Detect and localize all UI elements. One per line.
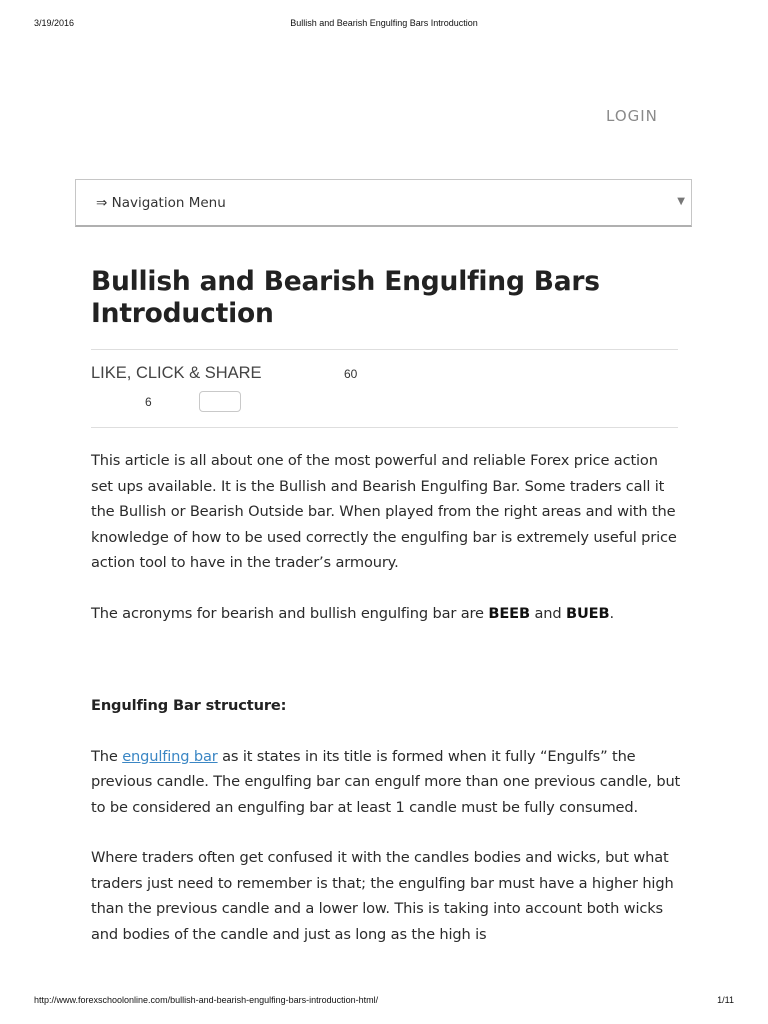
acronym-bueb: BUEB xyxy=(565,604,610,622)
paragraph-confusion: Where traders often get confused it with the candles bodies and wicks, but what traders just need to remember is that; the engulfing bar must have a higher high than the previous candle and a lower low. This is taking into account both wicks and bodies of the candle and just as long as the high is xyxy=(91,849,674,943)
acronym-beeb: BEEB xyxy=(488,604,530,622)
article-body xyxy=(91,448,681,972)
engulfing-bar-link[interactable]: engulfing bar xyxy=(122,747,218,765)
divider-bottom xyxy=(91,427,678,428)
print-header xyxy=(34,18,734,30)
print-footer xyxy=(34,995,734,1007)
paragraph-structure: The engulfing bar as it states in its title is formed when it fully “Engulfs” the previous candle. The engulfing bar can engulf more than one previous candle, but to be considered an engulfing bar at least 1 candle must be fully consumed. xyxy=(91,747,681,816)
print-url: http://www.forexschoolonline.com/bullish-and-bearish-engulfing-bars-introduction-html/ xyxy=(34,995,379,1005)
chevron-down-icon: ▼ xyxy=(677,196,685,207)
navigation-menu-select[interactable] xyxy=(75,179,692,227)
navigation-menu-label: ⇒ Navigation Menu xyxy=(96,195,226,211)
print-title: Bullish and Bearish Engulfing Bars Introduction xyxy=(290,18,478,28)
login-link[interactable]: LOGIN xyxy=(606,107,658,125)
share-button[interactable] xyxy=(199,391,241,412)
page-title: Bullish and Bearish Engulfing Bars Introduction xyxy=(91,266,600,329)
share-count-primary: 60 xyxy=(344,367,358,381)
print-page-number: 1/11 xyxy=(717,995,734,1005)
share-count-secondary: 6 xyxy=(145,395,152,409)
share-label: LIKE, CLICK & SHARE xyxy=(91,364,262,382)
divider-top xyxy=(91,349,678,350)
paragraph-intro: This article is all about one of the most powerful and reliable Forex price action set ups available. It is the Bullish and Bearish Engulfing Bar. Some traders call it the Bullish or Bearish Outside bar. When played from the right areas and with the knowledge of how to be used correctly the engulfing bar is extremely useful price action tool to have in the trader’s armoury. xyxy=(91,452,677,571)
paragraph-acronyms: The acronyms for bearish and bullish engulfing bar are BEEB and BUEB. xyxy=(91,604,614,622)
print-date: 3/19/2016 xyxy=(34,18,75,28)
section-heading: Engulfing Bar structure: xyxy=(91,697,287,714)
